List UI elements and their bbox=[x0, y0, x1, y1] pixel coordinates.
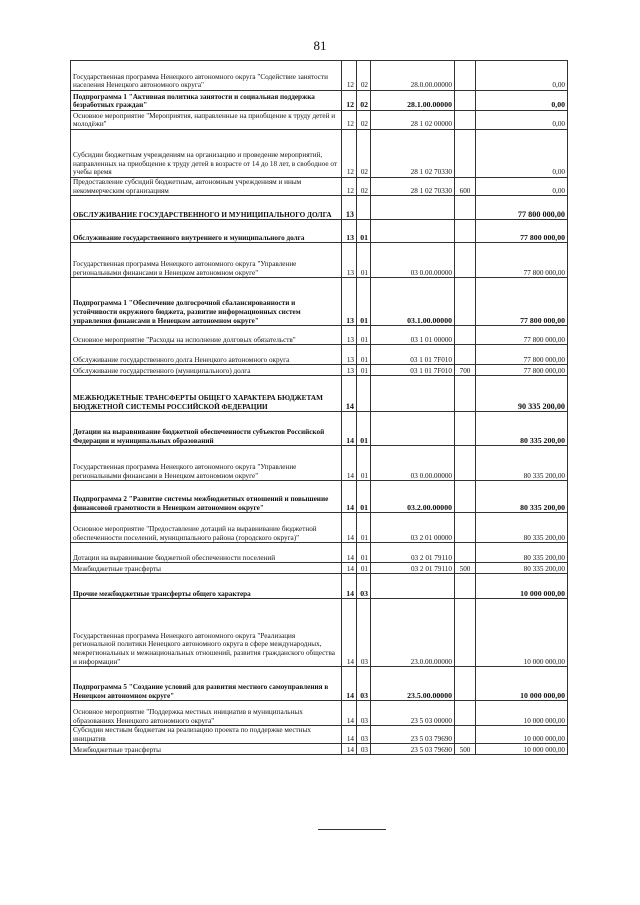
cell-name: Государственная программа Ненецкого автономного округа "Управление региональными финансами в Ненецком автономном округе" bbox=[71, 446, 342, 481]
cell-sum: 80 335 200,00 bbox=[476, 513, 568, 543]
cell-csr: 23 5 03 00000 bbox=[371, 701, 455, 726]
cell-name: ОБСЛУЖИВАНИЕ ГОСУДАРСТВЕННОГО И МУНИЦИПАЛЬНОГО ДОЛГА bbox=[71, 196, 342, 220]
cell-pr: 03 bbox=[357, 744, 371, 755]
cell-pr: 03 bbox=[357, 726, 371, 744]
cell-pr: 01 bbox=[357, 278, 371, 326]
cell-csr: 23.5.00.00000 bbox=[371, 667, 455, 701]
table-row bbox=[71, 513, 568, 543]
cell-sum: 0,00 bbox=[476, 91, 568, 111]
cell-name: Подпрограмма 1 "Обеспечение долгосрочной сбалансированности и устойчивости окружного бюджета, развитие информационных систем управления финансами в Ненецком автономном округе" bbox=[71, 278, 342, 326]
cell-pr: 01 bbox=[357, 513, 371, 543]
table-row bbox=[71, 726, 568, 744]
cell-pr: 02 bbox=[357, 61, 371, 91]
footer-divider bbox=[318, 829, 386, 830]
cell-pr: 01 bbox=[357, 220, 371, 243]
cell-csr: 03 0.00.00000 bbox=[371, 446, 455, 481]
table-row bbox=[71, 667, 568, 701]
table-row bbox=[71, 412, 568, 446]
table-row bbox=[71, 61, 568, 91]
cell-csr bbox=[371, 196, 455, 220]
cell-rz: 14 bbox=[342, 744, 357, 755]
table-row bbox=[71, 365, 568, 376]
cell-sum: 80 335 200,00 bbox=[476, 563, 568, 574]
cell-csr: 23 5 03 79690 bbox=[371, 744, 455, 755]
cell-csr bbox=[371, 574, 455, 599]
cell-pr: 03 bbox=[357, 574, 371, 599]
cell-pr: 02 bbox=[357, 130, 371, 178]
cell-sum: 77 800 000,00 bbox=[476, 278, 568, 326]
cell-rz: 14 bbox=[342, 667, 357, 701]
cell-sum: 77 800 000,00 bbox=[476, 365, 568, 376]
cell-pr: 03 bbox=[357, 667, 371, 701]
cell-rz: 14 bbox=[342, 481, 357, 513]
cell-pr bbox=[357, 196, 371, 220]
cell-vr: 500 bbox=[455, 563, 476, 574]
cell-rz: 13 bbox=[342, 278, 357, 326]
cell-name: Обслуживание государственного долга Ненецкого автономного округа bbox=[71, 345, 342, 365]
table-row bbox=[71, 243, 568, 278]
table-row bbox=[71, 563, 568, 574]
cell-vr bbox=[455, 345, 476, 365]
cell-name: Основное мероприятие "Расходы на исполнение долговых обязательств" bbox=[71, 326, 342, 345]
cell-vr bbox=[455, 61, 476, 91]
cell-rz: 13 bbox=[342, 196, 357, 220]
cell-csr: 23.0.00.00000 bbox=[371, 599, 455, 667]
cell-csr: 03.1.00.00000 bbox=[371, 278, 455, 326]
cell-name: Обслуживание государственного (муниципального) долга bbox=[71, 365, 342, 376]
cell-sum: 77 800 000,00 bbox=[476, 220, 568, 243]
cell-rz: 12 bbox=[342, 130, 357, 178]
cell-csr: 28.0.00.00000 bbox=[371, 61, 455, 91]
cell-rz: 13 bbox=[342, 243, 357, 278]
cell-sum: 90 335 200,00 bbox=[476, 376, 568, 412]
cell-csr bbox=[371, 220, 455, 243]
cell-vr bbox=[455, 446, 476, 481]
cell-vr bbox=[455, 278, 476, 326]
cell-sum: 77 800 000,00 bbox=[476, 243, 568, 278]
cell-rz: 14 bbox=[342, 376, 357, 412]
cell-vr bbox=[455, 726, 476, 744]
cell-csr: 03 2 01 79110 bbox=[371, 563, 455, 574]
cell-rz: 13 bbox=[342, 326, 357, 345]
cell-vr bbox=[455, 111, 476, 130]
cell-rz: 14 bbox=[342, 446, 357, 481]
cell-name: Дотации на выравнивание бюджетной обеспеченности субъектов Российской Федерации и муниципальных образований bbox=[71, 412, 342, 446]
cell-sum: 80 335 200,00 bbox=[476, 481, 568, 513]
cell-name: Государственная программа Ненецкого автономного округа "Управление региональными финансами в Ненецком автономном округе" bbox=[71, 243, 342, 278]
cell-pr: 01 bbox=[357, 412, 371, 446]
cell-sum: 0,00 bbox=[476, 130, 568, 178]
cell-vr bbox=[455, 220, 476, 243]
table-row bbox=[71, 744, 568, 755]
cell-vr bbox=[455, 513, 476, 543]
cell-pr: 01 bbox=[357, 326, 371, 345]
cell-vr bbox=[455, 481, 476, 513]
cell-vr bbox=[455, 701, 476, 726]
cell-rz: 14 bbox=[342, 543, 357, 563]
table-row bbox=[71, 345, 568, 365]
cell-rz: 14 bbox=[342, 563, 357, 574]
cell-sum: 0,00 bbox=[476, 61, 568, 91]
table-row bbox=[71, 130, 568, 178]
cell-rz: 12 bbox=[342, 178, 357, 196]
cell-name: Обслуживание государственного внутреннего и муниципального долга bbox=[71, 220, 342, 243]
table-row bbox=[71, 196, 568, 220]
cell-vr bbox=[455, 326, 476, 345]
table-row bbox=[71, 481, 568, 513]
cell-pr: 01 bbox=[357, 243, 371, 278]
cell-csr: 28 1 02 00000 bbox=[371, 111, 455, 130]
table-row bbox=[71, 111, 568, 130]
table-row bbox=[71, 278, 568, 326]
cell-sum: 10 000 000,00 bbox=[476, 667, 568, 701]
cell-pr: 01 bbox=[357, 481, 371, 513]
cell-rz: 13 bbox=[342, 345, 357, 365]
cell-rz: 12 bbox=[342, 91, 357, 111]
cell-vr bbox=[455, 196, 476, 220]
cell-pr: 01 bbox=[357, 345, 371, 365]
cell-sum: 80 335 200,00 bbox=[476, 446, 568, 481]
table-row bbox=[71, 220, 568, 243]
cell-rz: 14 bbox=[342, 599, 357, 667]
cell-rz: 12 bbox=[342, 61, 357, 91]
cell-name: Субсидии бюджетным учреждениям на организацию и проведение мероприятий, направленных на приобщение к труду детей в возрасте от 14 до 18 лет, в свободное от учебы время bbox=[71, 130, 342, 178]
table-row bbox=[71, 91, 568, 111]
cell-name: Подпрограмма 2 "Развитие системы межбюджетных отношений и повышение финансовой грамотности в Ненецком автономном округе" bbox=[71, 481, 342, 513]
cell-vr bbox=[455, 243, 476, 278]
cell-vr bbox=[455, 543, 476, 563]
table-row bbox=[71, 574, 568, 599]
cell-pr bbox=[357, 376, 371, 412]
cell-name: Основное мероприятие "Поддержка местных инициатив в муниципальных образованиях Ненецкого автономного округа" bbox=[71, 701, 342, 726]
cell-vr bbox=[455, 376, 476, 412]
cell-name: МЕЖБЮДЖЕТНЫЕ ТРАНСФЕРТЫ ОБЩЕГО ХАРАКТЕРА БЮДЖЕТАМ БЮДЖЕТНОЙ СИСТЕМЫ РОССИЙСКОЙ ФЕДЕРАЦИИ bbox=[71, 376, 342, 412]
cell-pr: 03 bbox=[357, 599, 371, 667]
cell-pr: 03 bbox=[357, 701, 371, 726]
cell-sum: 77 800 000,00 bbox=[476, 326, 568, 345]
table-row bbox=[71, 446, 568, 481]
cell-vr bbox=[455, 130, 476, 178]
cell-rz: 13 bbox=[342, 365, 357, 376]
cell-csr: 28 1 02 70330 bbox=[371, 130, 455, 178]
cell-vr bbox=[455, 574, 476, 599]
cell-name: Межбюджетные трансферты bbox=[71, 563, 342, 574]
cell-csr: 03.2.00.00000 bbox=[371, 481, 455, 513]
cell-csr bbox=[371, 376, 455, 412]
table-row bbox=[71, 178, 568, 196]
cell-csr: 23 5 03 79690 bbox=[371, 726, 455, 744]
cell-rz: 13 bbox=[342, 220, 357, 243]
cell-csr: 28 1 02 70330 bbox=[371, 178, 455, 196]
cell-sum: 80 335 200,00 bbox=[476, 543, 568, 563]
cell-csr: 28.1.00.00000 bbox=[371, 91, 455, 111]
cell-pr: 02 bbox=[357, 111, 371, 130]
cell-vr: 600 bbox=[455, 178, 476, 196]
cell-rz: 14 bbox=[342, 513, 357, 543]
cell-sum: 0,00 bbox=[476, 111, 568, 130]
cell-name: Подпрограмма 5 "Создание условий для развития местного самоуправления в Ненецком автономном округе" bbox=[71, 667, 342, 701]
cell-sum: 80 335 200,00 bbox=[476, 412, 568, 446]
cell-csr: 03 1 01 7F010 bbox=[371, 365, 455, 376]
cell-vr bbox=[455, 667, 476, 701]
cell-sum: 10 000 000,00 bbox=[476, 744, 568, 755]
cell-vr: 700 bbox=[455, 365, 476, 376]
cell-vr bbox=[455, 91, 476, 111]
cell-csr: 03 0.00.00000 bbox=[371, 243, 455, 278]
table-row bbox=[71, 599, 568, 667]
cell-name: Государственная программа Ненецкого автономного округа "Реализация региональной политики Ненецкого автономного округа в сфере международных, межрегиональных и межнациональных отношений, развития гражданского общества и информации" bbox=[71, 599, 342, 667]
cell-name: Основное мероприятие "Предоставление дотаций на выравнивание бюджетной обеспеченности поселений, муниципального района (городского округа)" bbox=[71, 513, 342, 543]
cell-name: Подпрограмма 1 "Активная политика занятости и социальная поддержка безработных граждан" bbox=[71, 91, 342, 111]
cell-csr: 03 2 01 79110 bbox=[371, 543, 455, 563]
cell-csr bbox=[371, 412, 455, 446]
cell-name: Субсидии местным бюджетам на реализацию проекта по поддержке местных инициатив bbox=[71, 726, 342, 744]
cell-rz: 14 bbox=[342, 701, 357, 726]
cell-pr: 01 bbox=[357, 563, 371, 574]
cell-pr: 02 bbox=[357, 91, 371, 111]
cell-sum: 0,00 bbox=[476, 178, 568, 196]
cell-rz: 14 bbox=[342, 726, 357, 744]
cell-vr bbox=[455, 599, 476, 667]
table-row bbox=[71, 701, 568, 726]
cell-name: Прочие межбюджетные трансферты общего характера bbox=[71, 574, 342, 599]
table-row bbox=[71, 326, 568, 345]
budget-table-body bbox=[71, 61, 568, 755]
cell-vr: 500 bbox=[455, 744, 476, 755]
cell-sum: 10 000 000,00 bbox=[476, 701, 568, 726]
cell-vr bbox=[455, 412, 476, 446]
cell-sum: 77 800 000,00 bbox=[476, 196, 568, 220]
cell-name: Дотации на выравнивание бюджетной обеспеченности поселений bbox=[71, 543, 342, 563]
cell-rz: 12 bbox=[342, 111, 357, 130]
cell-csr: 03 1 01 7F010 bbox=[371, 345, 455, 365]
cell-name: Предоставление субсидий бюджетным, автономным учреждениям и иным некоммерческим организациям bbox=[71, 178, 342, 196]
cell-csr: 03 2 01 00000 bbox=[371, 513, 455, 543]
cell-sum: 10 000 000,00 bbox=[476, 726, 568, 744]
cell-rz: 14 bbox=[342, 412, 357, 446]
table-row bbox=[71, 543, 568, 563]
cell-name: Государственная программа Ненецкого автономного округа "Содействие занятости населения Ненецкого автономного округа" bbox=[71, 61, 342, 91]
cell-sum: 10 000 000,00 bbox=[476, 574, 568, 599]
cell-pr: 01 bbox=[357, 365, 371, 376]
cell-pr: 01 bbox=[357, 446, 371, 481]
cell-name: Межбюджетные трансферты bbox=[71, 744, 342, 755]
budget-table bbox=[70, 60, 568, 755]
table-row bbox=[71, 376, 568, 412]
cell-csr: 03 1 01 00000 bbox=[371, 326, 455, 345]
cell-name: Основное мероприятие "Мероприятия, направленные на приобщение к труду детей и молодёжи" bbox=[71, 111, 342, 130]
cell-pr: 01 bbox=[357, 543, 371, 563]
page-number: 81 bbox=[313, 38, 327, 53]
cell-pr: 02 bbox=[357, 178, 371, 196]
cell-rz: 14 bbox=[342, 574, 357, 599]
cell-sum: 10 000 000,00 bbox=[476, 599, 568, 667]
cell-sum: 77 800 000,00 bbox=[476, 345, 568, 365]
